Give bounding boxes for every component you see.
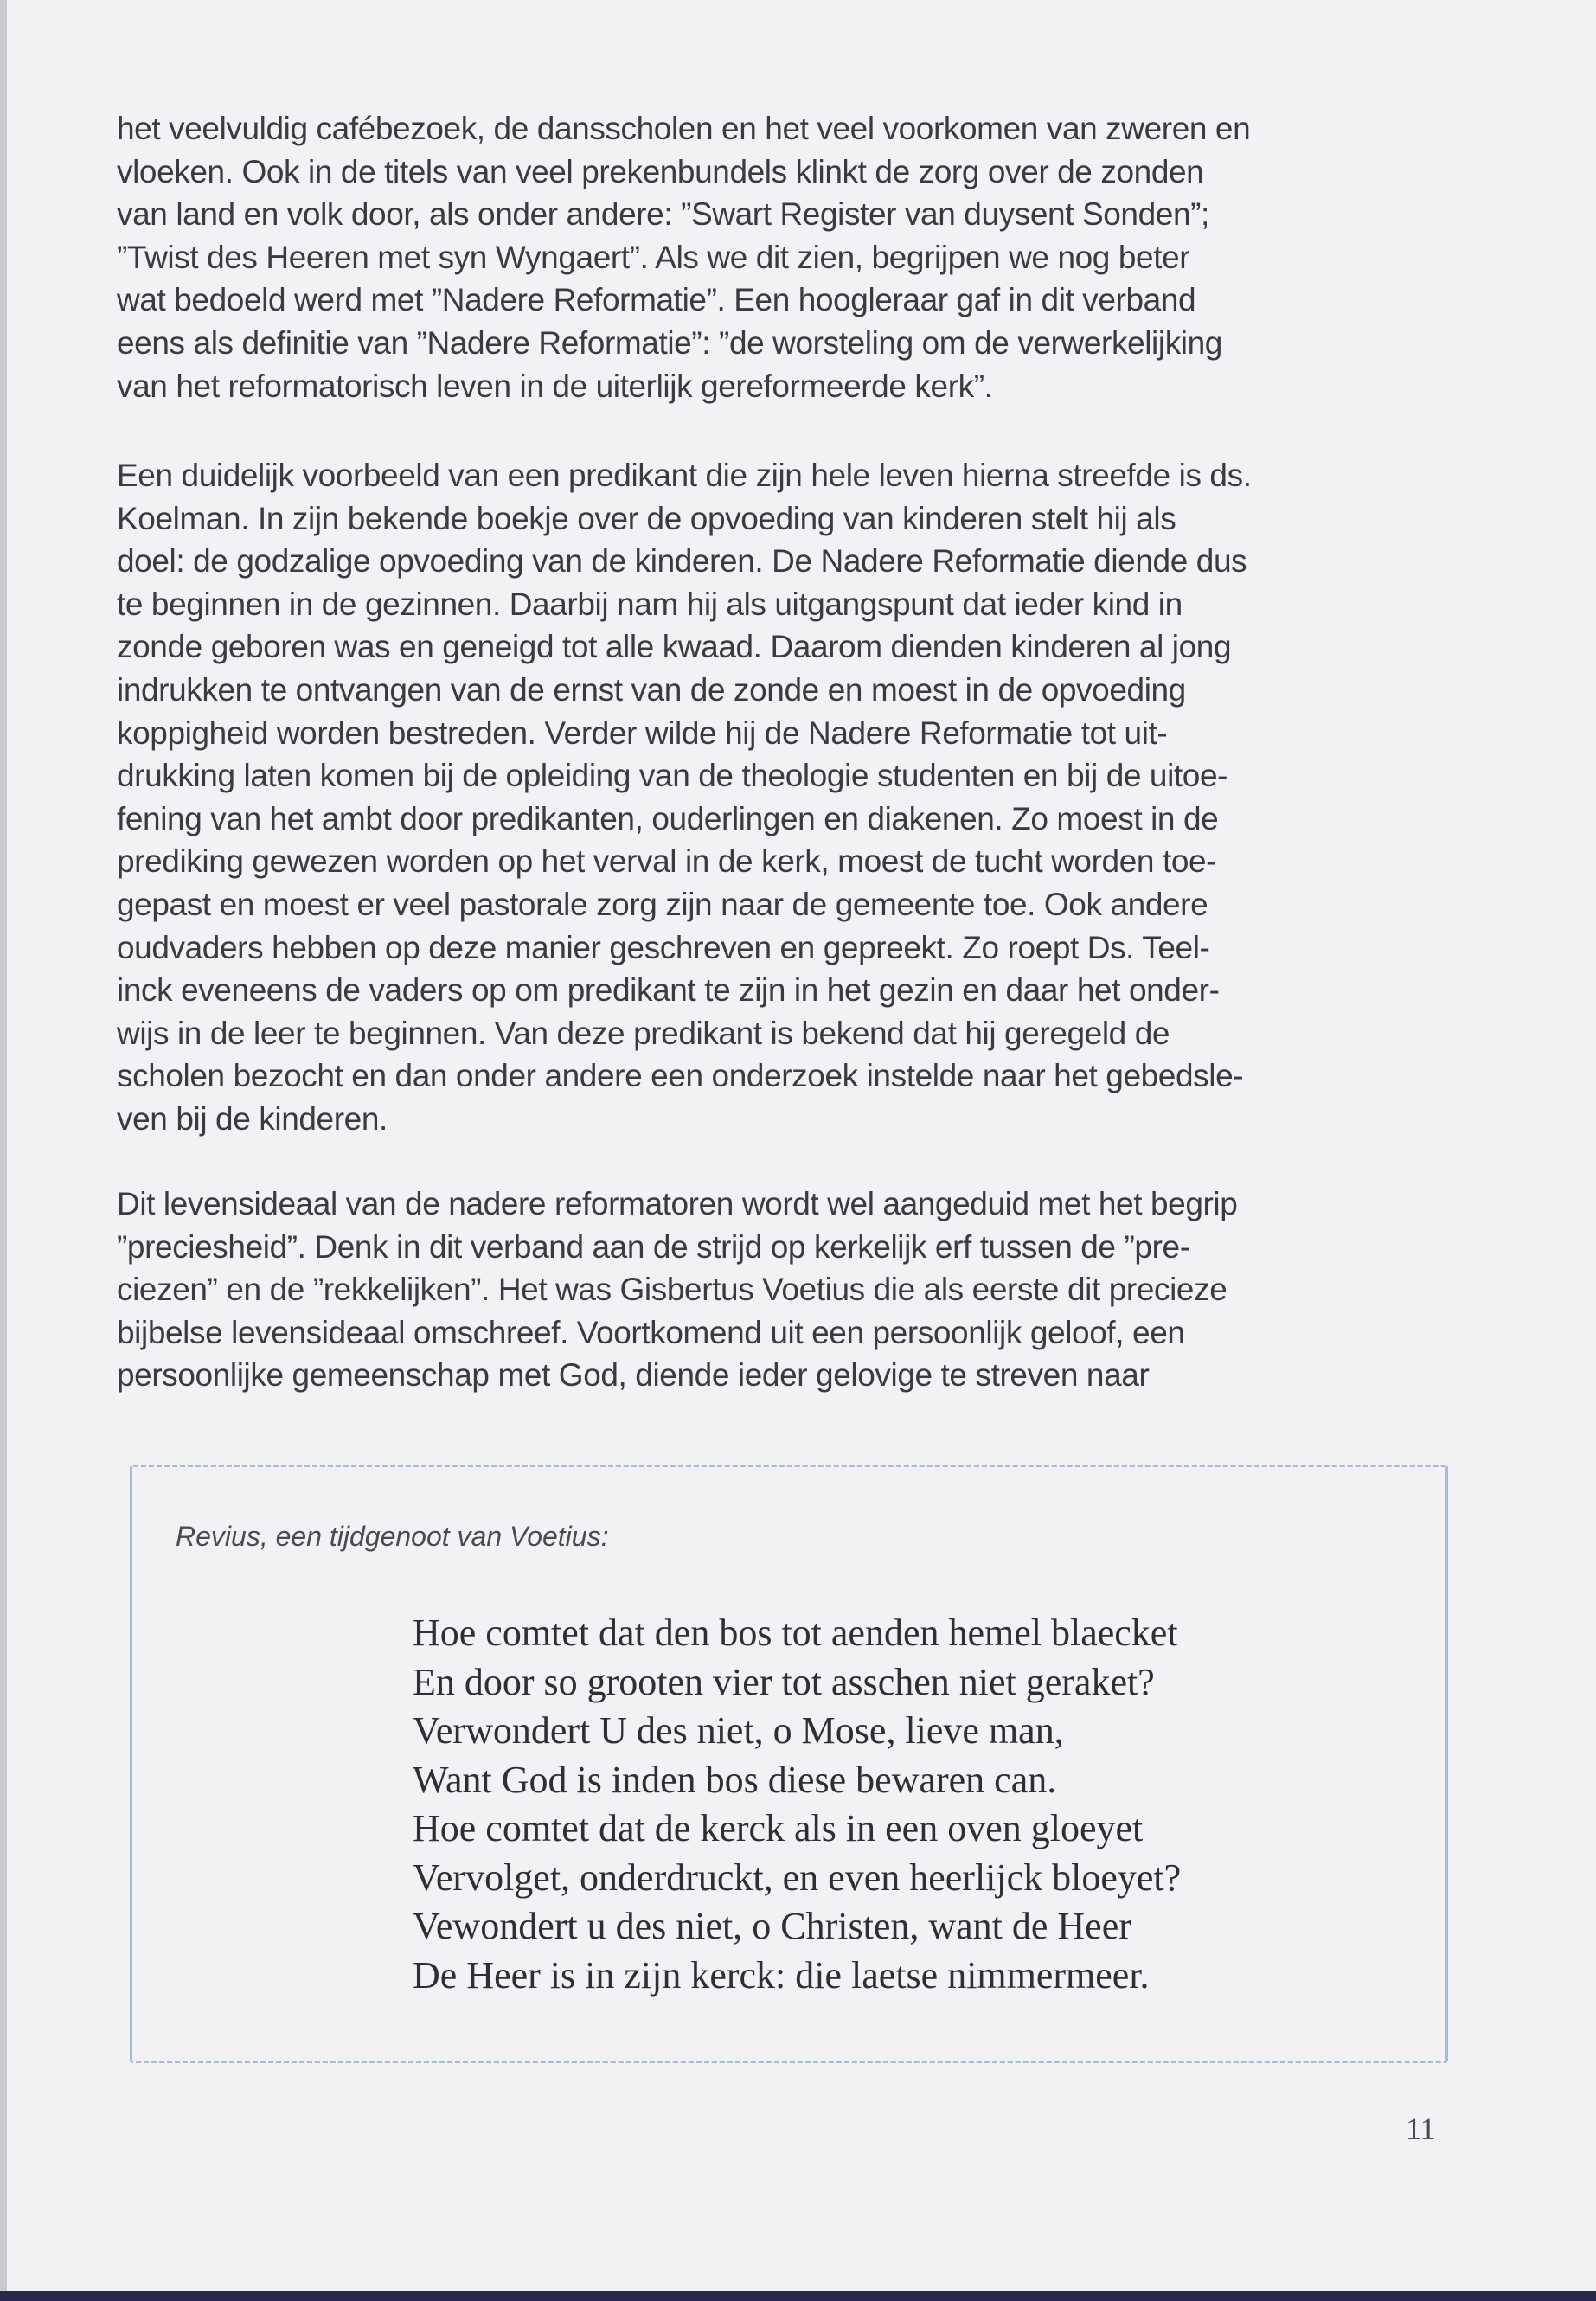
page-number: 11 — [1406, 2112, 1436, 2146]
text-line: vloeken. Ook in de titels van veel prekenbundels klinkt de zorg over de zonden — [117, 153, 1204, 189]
text-line: prediking gewezen worden op het verval in de kerk, moest de tucht worden toe- — [117, 843, 1217, 880]
text-line: van het reformatorisch leven in de uiterlijk gereformeerde kerk”. — [117, 368, 993, 404]
poem-line: Hoe comtet dat den bos tot aenden hemel blaecket — [413, 1612, 1178, 1654]
text-line: wat bedoeld werd met ”Nadere Reformatie”. Een hoogleraar gaf in dit verband — [117, 282, 1196, 318]
text-line: fening van het ambt door predikanten, ouderlingen en diakenen. Zo moest in de — [117, 800, 1219, 836]
text-line: koppigheid worden bestreden. Verder wilde hij de Nadere Reformatie tot uit- — [117, 715, 1168, 751]
text-line: van land en volk door, als onder andere: ”Swart Register van duysent Sonden”; — [117, 196, 1209, 233]
text-line: Koelman. In zijn bekende boekje over de opvoeding van kinderen stelt hij als — [117, 500, 1176, 536]
paragraph-1 — [117, 107, 1250, 407]
poem — [413, 1609, 1181, 2000]
text-line: persoonlijke gemeenschap met God, diende ieder gelovige te streven naar — [117, 1357, 1150, 1394]
text-line: ven bij de kinderen. — [117, 1100, 388, 1137]
text-line: oudvaders hebben op deze manier geschreven en gepreekt. Zo roept Ds. Teel- — [117, 929, 1210, 965]
text-line: indrukken te ontvangen van de ernst van de zonde en moest in de opvoeding — [117, 671, 1186, 708]
text-line: gepast en moest er veel pastorale zorg zijn naar de gemeente toe. Ook andere — [117, 886, 1208, 922]
text-line: doel: de godzalige opvoeding van de kinderen. De Nadere Reformatie diende dus — [117, 543, 1247, 580]
paragraph-3 — [117, 1183, 1237, 1397]
poem-line: De Heer is in zijn kerck: die laetse nimmermeer. — [413, 1953, 1150, 1997]
text-line: zonde geboren was en geneigd tot alle kwaad. Daarom dienden kinderen al jong — [117, 629, 1232, 665]
paragraph-2 — [117, 454, 1252, 1141]
poem-line: Vervolget, onderdruckt, en even heerlijck bloeyet? — [413, 1856, 1182, 1899]
text-line: scholen bezocht en dan onder andere een onderzoek instelde naar het gebedsle- — [117, 1058, 1244, 1094]
text-line: Dit levensideaal van de nadere reformatoren wordt wel aangeduid met het begrip — [117, 1186, 1238, 1221]
text-line: inck eveneens de vaders op om predikant te zijn in het gezin en daar het onder- — [117, 972, 1220, 1009]
text-line: wijs in de leer te beginnen. Van deze predikant is bekend dat hij geregeld de — [117, 1015, 1170, 1051]
text-line: ”preciesheid”. Denk in dit verband aan de strijd op kerkelijk erf tussen de ”pre- — [117, 1228, 1190, 1265]
poem-line: En door so grooten vier tot asschen niet geraket? — [413, 1660, 1155, 1703]
text-line: het veelvuldig cafébezoek, de dansscholen en het veel voorkomen van zweren en — [117, 111, 1251, 146]
poem-line: Verwondert U des niet, o Mose, lieve man, — [413, 1709, 1064, 1752]
poem-line: Want God is inden bos diese bewaren can. — [413, 1758, 1057, 1801]
text-line: ”Twist des Heeren met syn Wyngaert”. Als we dit zien, begrijpen we nog beter — [117, 239, 1190, 275]
text-line: Een duidelijk voorbeeld van een predikant die zijn hele leven hierna streefde is ds. — [117, 458, 1252, 493]
poem-line: Hoe comtet dat de kerck als in een oven gloeyet — [413, 1807, 1144, 1849]
poem-line: Vewondert u des niet, o Christen, want de Heer — [413, 1905, 1131, 1947]
text-line: ciezen” en de ”rekkelijken”. Het was Gisbertus Voetius die als eerste dit precieze — [117, 1272, 1227, 1308]
page-bottom-edge — [0, 2291, 1596, 2301]
text-line: drukking laten komen bij de opleiding van de theologie studenten en bij de uitoe- — [117, 758, 1228, 794]
page-edge — [0, 0, 7, 2301]
text-line: te beginnen in de gezinnen. Daarbij nam hij als uitgangspunt dat ieder kind in — [117, 586, 1183, 622]
text-line: bijbelse levensideaal omschreef. Voortkomend uit een persoonlijk geloof, een — [117, 1314, 1185, 1350]
text-line: eens als definitie van ”Nadere Reformatie”: ”de worsteling om de verwerkelijking — [117, 324, 1222, 361]
quote-caption: Revius, een tijdgenoot van Voetius: — [176, 1521, 609, 1552]
